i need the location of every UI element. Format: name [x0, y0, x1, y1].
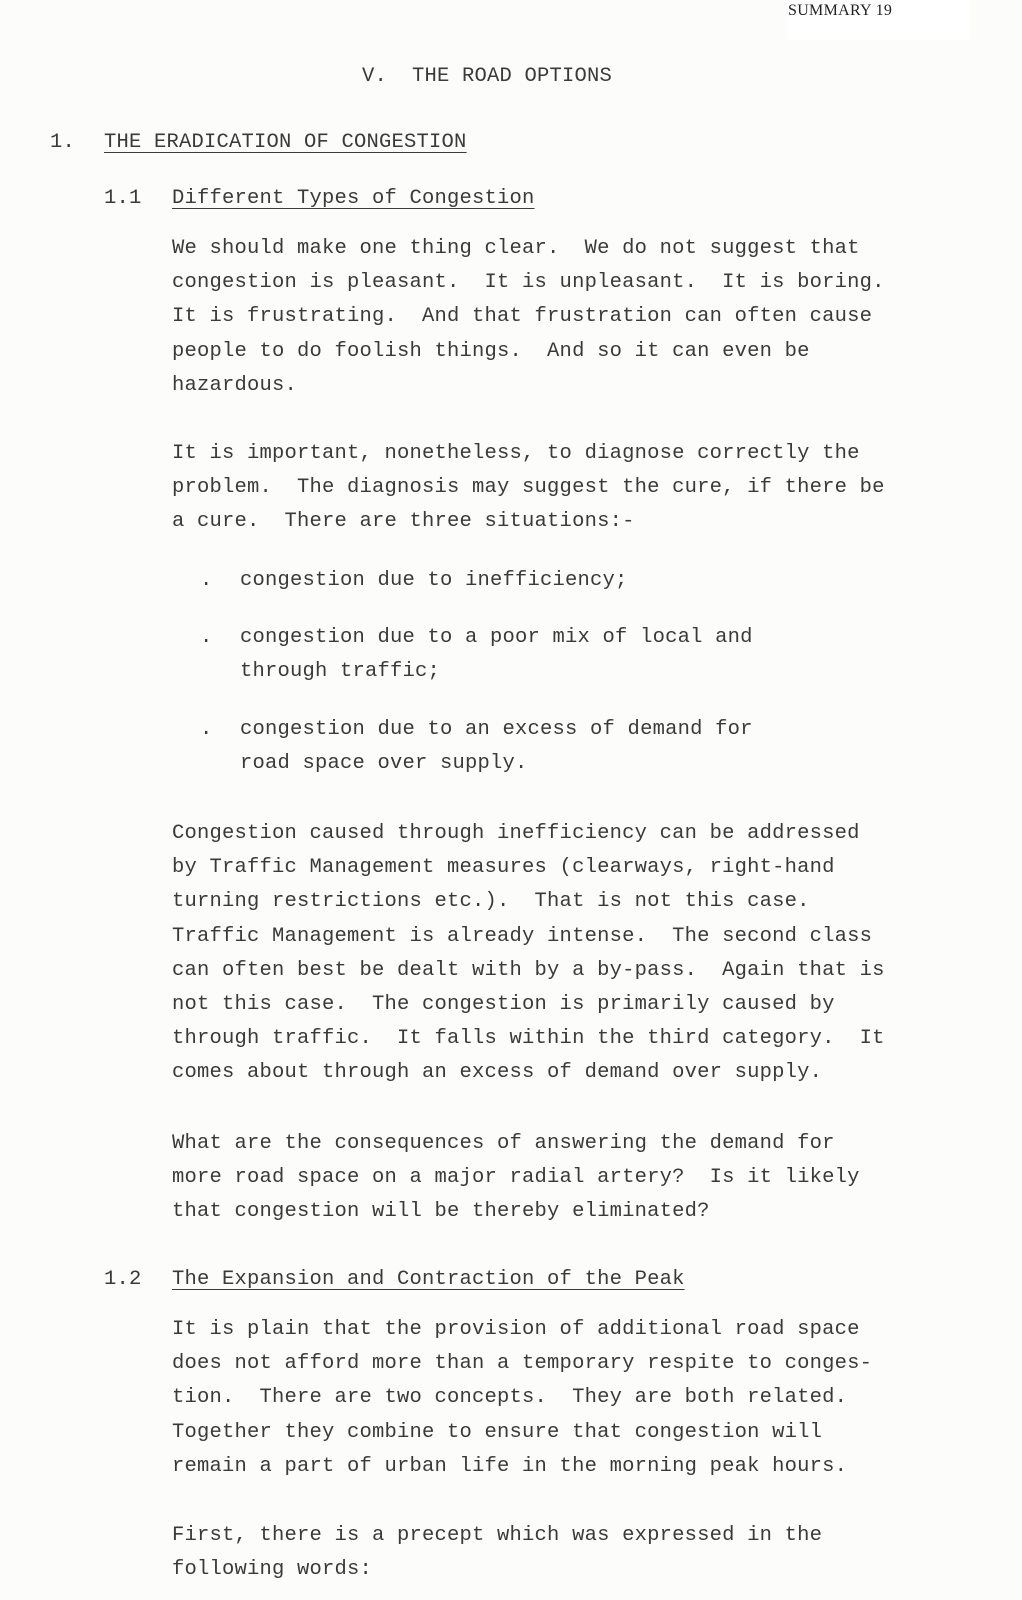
paragraph-6: [172, 1519, 972, 1587]
paragraph-line: It is important, nonetheless, to diagnose correctly the: [172, 442, 860, 465]
paragraph-line: can often best be dealt with by a by-pass. Again that is: [172, 958, 885, 982]
paragraph-2: [172, 437, 972, 540]
section-title: THE ERADICATION OF CONGESTION: [104, 131, 467, 154]
paragraph-line: It is frustrating. And that frustration can often cause: [172, 305, 873, 329]
paragraph-3: [172, 817, 972, 1091]
page-label-text: SUMMARY 19: [788, 2, 893, 19]
paragraph-line: that congestion will be thereby eliminated?: [172, 1200, 710, 1224]
paragraph-line: congestion is pleasant. It is unpleasant. It is boring.: [172, 271, 885, 295]
paragraph-line: turning restrictions etc.). That is not this case.: [172, 890, 810, 914]
paragraph-line: What are the consequences of answering the demand for: [172, 1132, 835, 1155]
paragraph-line: remain a part of urban life in the morning peak hours.: [172, 1454, 848, 1478]
bullet-item: [240, 621, 960, 689]
paragraph-line: through traffic. It falls within the third category. It: [172, 1027, 885, 1051]
bullet-marker: .: [200, 569, 213, 592]
paragraph-5: [172, 1313, 972, 1484]
paragraph-line: Together they combine to ensure that congestion will: [172, 1420, 823, 1444]
paragraph-4: [172, 1127, 972, 1230]
paragraph-line: First, there is a precept which was expressed in the: [172, 1524, 823, 1547]
paragraph-line: following words:: [172, 1558, 373, 1582]
paragraph-line: comes about through an excess of demand over supply.: [172, 1061, 823, 1085]
paragraph-line: more road space on a major radial artery? Is it likely: [172, 1166, 860, 1190]
subsection-title: Different Types of Congestion: [172, 187, 535, 210]
page-label: [788, 0, 970, 40]
bullet-line: through traffic;: [240, 660, 441, 684]
bullet-line: road space over supply.: [240, 752, 528, 776]
bullet-item: [240, 564, 960, 598]
paragraph-1: [172, 232, 972, 403]
paragraph-line: We should make one thing clear. We do not suggest that: [172, 237, 860, 260]
bullet-line: congestion due to a poor mix of local and: [240, 626, 753, 649]
paragraph-line: does not afford more than a temporary respite to conges-: [172, 1352, 873, 1376]
subsection-number: 1.2: [104, 1268, 142, 1291]
bullet-line: congestion due to an excess of demand for: [240, 718, 753, 741]
paragraph-line: a cure. There are three situations:-: [172, 510, 635, 534]
section-number: 1.: [50, 131, 76, 154]
paragraph-line: It is plain that the provision of additional road space: [172, 1318, 860, 1341]
paragraph-line: Congestion caused through inefficiency can be addressed: [172, 822, 860, 845]
paragraph-line: by Traffic Management measures (clearways, right-hand: [172, 856, 835, 880]
bullet-marker: .: [200, 626, 213, 649]
bullet-line: congestion due to inefficiency;: [240, 569, 628, 592]
subsection-number: 1.1: [104, 187, 142, 210]
bullet-item: [240, 713, 960, 781]
paragraph-line: tion. There are two concepts. They are both related.: [172, 1386, 848, 1410]
paragraph-line: Traffic Management is already intense. The second class: [172, 924, 873, 948]
bullet-marker: .: [200, 718, 213, 741]
paragraph-line: not this case. The congestion is primarily caused by: [172, 993, 835, 1017]
paragraph-line: problem. The diagnosis may suggest the cure, if there be: [172, 476, 885, 500]
subsection-title: The Expansion and Contraction of the Peak: [172, 1268, 685, 1291]
paragraph-line: hazardous.: [172, 373, 298, 397]
paragraph-line: people to do foolish things. And so it can even be: [172, 339, 810, 363]
chapter-title: V. THE ROAD OPTIONS: [362, 65, 613, 88]
